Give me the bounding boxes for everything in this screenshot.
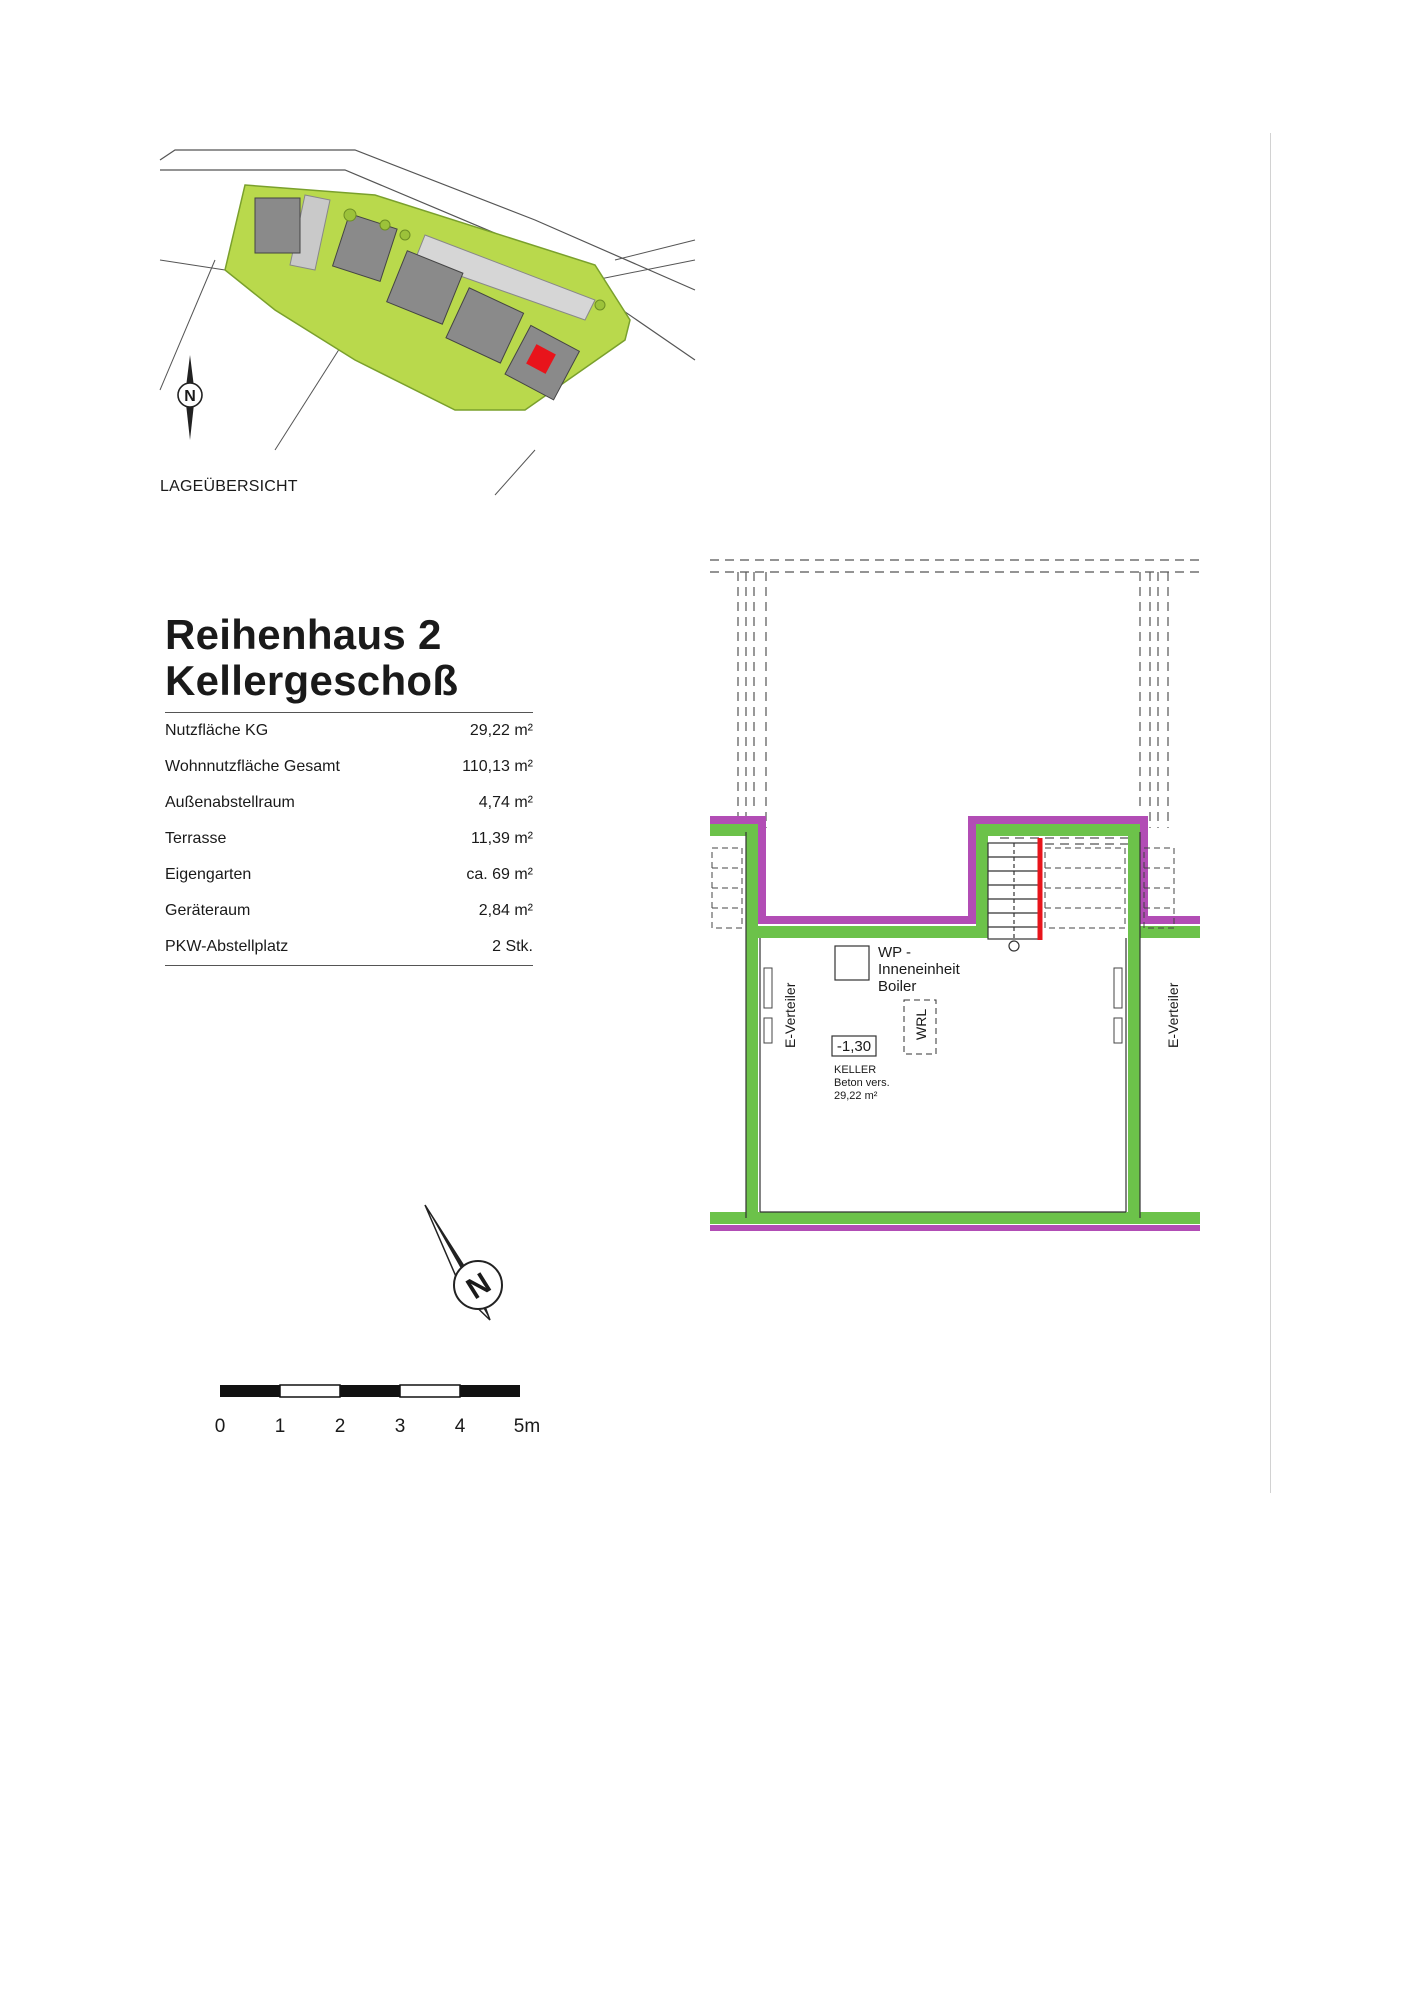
staircase	[988, 843, 1040, 943]
area-row	[165, 713, 533, 749]
area-row	[165, 857, 533, 893]
wp-label-line2: Inneneinheit	[878, 961, 960, 978]
e-verteiler-right-label: E-Verteiler	[1165, 982, 1181, 1048]
area-label: Eigengarten	[165, 866, 252, 883]
area-row	[165, 929, 533, 965]
e-verteiler-left-label: E-Verteiler	[782, 982, 798, 1048]
area-label: PKW-Abstellplatz	[165, 938, 289, 955]
room-floor: Beton vers.	[834, 1077, 890, 1089]
scale-bar-graphic	[205, 1380, 545, 1410]
scale-label: 1	[274, 1416, 286, 1437]
scale-label: 5m	[513, 1416, 541, 1437]
north-arrow-label: N	[460, 1266, 497, 1307]
area-value: 2,84 m²	[478, 902, 533, 919]
heat-pump-unit	[835, 946, 869, 980]
area-label: Nutzfläche KG	[165, 722, 269, 739]
area-value: 11,39 m²	[471, 830, 533, 847]
title-line-floor: Kellergeschoß	[165, 657, 459, 704]
area-row	[165, 893, 533, 929]
north-arrow-icon	[420, 1200, 540, 1340]
scale-bar	[205, 1380, 545, 1450]
page-title	[165, 612, 458, 704]
room-name: KELLER	[834, 1064, 877, 1076]
wrl-label: WRL	[913, 1008, 929, 1040]
room-area: 29,22 m²	[834, 1090, 878, 1102]
area-table	[165, 712, 533, 966]
north-arrow-small-icon	[178, 355, 202, 440]
area-value: ca. 69 m²	[466, 866, 533, 883]
scale-label: 4	[454, 1416, 466, 1437]
area-row	[165, 749, 533, 785]
area-value: 2 Stk.	[492, 938, 533, 955]
area-label: Außenabstellraum	[165, 794, 295, 811]
wp-label-line3: Boiler	[878, 978, 917, 995]
scale-label: 3	[394, 1416, 406, 1437]
area-row	[165, 785, 533, 821]
wp-label-line1: WP -	[878, 944, 912, 961]
basement-floor-plan	[700, 548, 1210, 1248]
area-label: Wohnnutzfläche Gesamt	[165, 758, 340, 775]
area-value: 4,74 m²	[478, 794, 533, 811]
area-label: Geräteraum	[165, 902, 251, 919]
page-divider-line	[1270, 133, 1271, 1493]
level-label: -1,30	[836, 1038, 872, 1055]
site-overview-plan	[155, 140, 715, 500]
area-value: 110,13 m²	[462, 758, 533, 775]
area-row	[165, 821, 533, 857]
area-value: 29,22 m²	[469, 722, 533, 739]
scale-label: 2	[334, 1416, 346, 1437]
svg-text:N: N	[184, 388, 196, 405]
site-overview-caption: LAGEÜBERSICHT	[160, 478, 298, 495]
scale-label: 0	[214, 1416, 226, 1437]
area-label: Terrasse	[165, 830, 227, 847]
title-line-house: Reihenhaus 2	[165, 611, 442, 658]
